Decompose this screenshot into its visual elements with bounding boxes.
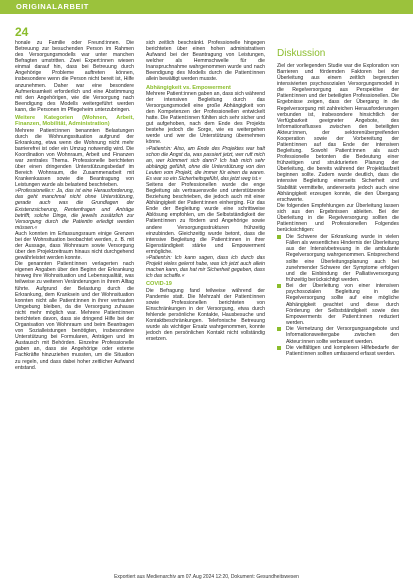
- list-item-text: Die vielfältigen und komplexen Hilfebedarfe der Patient:innen sollten umfassend erfasst werden.: [286, 345, 399, 358]
- paragraph: Mehrere Patient:innen benannten Belastungen durch die Wohnungssituation aufgrund der Erkrankung, etwa wenn die Wohnung nicht mehr barrierefrei ist oder ein Umzug notwendig wird. Die Koordination von Wohnraum, Arbeit und Finanzen war zentrales Thema. Professionelle berichteten über einen dringenden Unterstützungsbedarf im Bereich Wohnraum, die Zusammenarbeit mit Krankenkassen sowie die Beantragung von Leistungen wurde als belastend beschrieben.: [15, 127, 134, 189]
- subheading-covid: COVID-19: [146, 281, 172, 288]
- list-item: [277, 345, 399, 357]
- bullet-square-icon: [277, 284, 281, 288]
- paragraph: Die folgenden Empfehlungen zur Überleitung lassen sich aus den Ergebnissen ableiten. Bei der Überleitung in die Regelversorgung sollten die Patient:innen und Professionellen Folgendes berücksichtigen:: [277, 202, 399, 234]
- text-column-1: [15, 40, 134, 371]
- bullet-square-icon: [277, 346, 281, 350]
- page-number: 24: [15, 25, 29, 39]
- subheading-dependency-empowerment: Abhängigkeit vs. Empowerment: [146, 84, 231, 91]
- list-item: [277, 234, 399, 283]
- paragraph: Mehrere Patient:innen gaben an, dass sich während der intensiven Begleitung durch das Versorgungsmodell eine große Abhängigkeit von den Kompetenzen der Professionellen entwickelt hatte. Die Patient:innen fühlten sich sehr sicher und gut aufgehoben, nach dem Ende des Projekts bestehe jedoch die Sorge, wie es weitergehen werde und wer die Unterstützung übernehmen könne.: [146, 90, 265, 146]
- list-item-text: Die Vernetzung der Versorgungsangebote und Informationsweitergabe zwischen den Akteur:innen sollte verbessert werden.: [286, 326, 399, 345]
- interview-quote: »Professionelle:r: Ja, das ist eine Herausforderung, das geht manchmal nicht ohne Unterstützung, gerade auch was die Grundlagen der Existenzsicherung, Rentenfragen und Anträge betrifft, solche Dinge, die jeweils zusätzlich zur Versorgung durch die Patientin erledigt werden müssen.«: [15, 188, 134, 231]
- interview-quote: »Patient:in: Ich kann sagen, dass ich durch das Projekt vieles gelernt habe, was ich jetzt auch allein machen kann, das hat mir Sicherheit gegeben, dass ich das schaffe.«: [146, 254, 265, 280]
- bullet-square-icon: [277, 327, 281, 331]
- subheading-further-categories: Weitere Kategorien (Wohnen, Arbeit, Finanzen, Mobilität, Administration): [15, 114, 134, 128]
- bullet-square-icon: [277, 235, 281, 239]
- section-label: ORIGINALARBEIT: [16, 2, 89, 11]
- text-column-3: [277, 48, 399, 358]
- section-header-bar: [0, 0, 413, 14]
- export-footer: Exportiert aus Medienarchiv am 07.Aug 2024 12:20, Dokument: Gesundheitswesen: [114, 574, 299, 580]
- recommendation-list: [277, 234, 399, 357]
- list-item-text: Bei der Überleitung von einer intensiven psychosozialen Begleitung in die Regelversorgung sollte auf eine mögliche Abhängigkeit geachtet und diese durch Förderung der Selbstständigkeit sowie des Empowerments der Patient:innen reduziert werden.: [286, 283, 399, 326]
- paragraph: Auch konnten im Erfassungsraum einige Grenzen bei der Wohnsituation beobachtet werden, z. B. mit der Aussage, dass Wohnraum sowie Versorgung über den Projektzeitraum hinaus nicht durchgehend gewährleistet werden konnte.: [15, 230, 134, 262]
- paragraph: Seitens der Professionellen wurde die enge Begleitung als vertrauensvolle und unterstützende Beziehung beschrieben, die jedoch auch mit einer Abhängigkeit der Patient:innen einherging. Für das Ende der Begleitung wurde eine schrittweise Ablösung empfohlen, um die Selbstständigkeit der Patient:innen zu fördern und Angehörige sowie andere Versorgungsstrukturen frühzeitig einzubinden. Gleichzeitig wurde betont, dass die intensive Begleitung die Patient:innen in ihrer Eigenständigkeit stärke und Empowerment ermögliche.: [146, 182, 265, 255]
- list-item: [277, 283, 399, 326]
- list-item-text: Die Schwere der Erkrankung wurde in vielen Fällen als wesentliches Hindernis der Überleitung aus der Intensivbetreuung in die ambulante Regelversorgung wahrgenommen. Entsprechend sollte eine Überleitungsplanung auch bei zunehmender Schwere der Symptome erfolgen und die Einbindung der Palliativversorgung frühzeitig berücksichtigt werden.: [286, 234, 399, 283]
- paragraph: honale zu Familie oder Freund:innen. Die Betreuung zur besuchenden Person im Rahmen des Versorgungsmodells war unter manchen Befragten umstritten. Zwei Expert:innen wiesen einmal darauf hin, dass bei Betreuung durch Angehörige Probleme auftreten können, insbesondere wenn die Person nicht bereit ist, Hilfe anzunehmen. Daher war eine besondere Aufmerksamkeit erforderlich und eine Abstimmung mit den Angehörigen, wie die Versorgung nach Beendigung des Modells weitergeführt werden kann, die Personen im Pflegeheim unterzubringen.: [15, 40, 134, 113]
- interview-quote: »Patient:in: Also, am Ende des Projektes war halt schon die Angst da, was passiert jetzt, wer ruft mich an, wer kümmert sich dann? Ich hab mich sehr abhängig gefühlt, ohne die Unterstützung von den Leuten vom Projekt, die immer für einen da waren. Es war so ein Sicherheitsgefühl, das jetzt weg ist.«: [146, 145, 265, 182]
- paragraph: Ziel der vorliegenden Studie war die Exploration von Barrieren und fördernden Faktoren bei der Überleitung aus einem zeitlich begrenzten intensivierten psychosozialen Versorgungsmodell in die Regelversorgung aus Perspektive der Patient:innen und der beteiligten Professionellen. Die Ergebnisse zeigen, dass der Übergang in die Regelversorgung mit zahlreichen Herausforderungen verbunden ist, insbesondere hinsichtlich der Verfügbarkeit geeigneter Angebote, des Informationsflusses zwischen den beteiligten Akteur:innen, der sektorenübergreifenden Kooperation sowie der Vorbereitung der Patient:innen auf das Ende der intensiven Begleitung. Sowohl Patient:innen als auch Professionelle betonten die Bedeutung einer frühzeitigen und strukturierten Planung der Überleitung, die bereits während der Projektlaufzeit beginnen sollte. Zudem wurde deutlich, dass die intensive Begleitung einerseits Sicherheit und Stabilität vermittelte, andererseits jedoch auch eine Abhängigkeit erzeugen konnte, die den Übergang erschwerte.: [277, 63, 399, 203]
- list-item: [277, 326, 399, 344]
- section-heading-discussion: Diskussion: [277, 48, 326, 59]
- paragraph: sich zeitlich beschränkt. Professionelle hingegen berichteten über einen hohen administrativen Aufwand bei der Beantragung von Leistungen, welcher als Hemmschwelle für die Inanspruchnahme wahrgenommen wurde und nach Beendigung des Modells durch die Patient:innen allein bewältigt werden musste.: [146, 40, 265, 83]
- text-column-2: [146, 40, 265, 342]
- paragraph: Die Befragung fand teilweise während der Pandemie statt. Die Mehrzahl der Patient:innen sowie Professionellen berichteten von Einschränkungen in der Versorgung, etwa durch fehlende persönliche Kontakte, Hausbesuche und Kontaktbeschränkungen. Telefonische Betreuung wurde als wichtiger Ersatz wahrgenommen, konnte jedoch den persönlichen Kontakt nicht vollständig ersetzen.: [146, 287, 265, 343]
- paragraph: Die genannten Patient:innen verlagerten nach eigenen Angaben über den Beginn der Erkrankung hinweg ihre Wohnsituation und Lebensqualität, was teilweise zu weiteren Veränderungen in ihrem Alltag führte. Aufgrund der Belastung durch die Erkrankung, dem Kranksein und der Wohnsituation konnten nicht alle Patient:innen in ihrer vertrauten Umgebung bleiben, da die Versorgung zuhause nicht mehr möglich war. Mehrere Patient:innen berichteten davon, dass sie dringend Hilfe bei der Organisation von Wohnraum und beim Beantragen von Sozialleistungen benötigten, insbesondere Unterstützung bei Formularen, Anträgen und im Austausch mit Behörden. Einzelne Professionelle gaben an, dass sie Angehörige oder externe Fachkräfte hinzuziehen mussten, um die Situation zu regeln, und dass dabei hoher zeitlicher Aufwand entstand.: [15, 261, 134, 371]
